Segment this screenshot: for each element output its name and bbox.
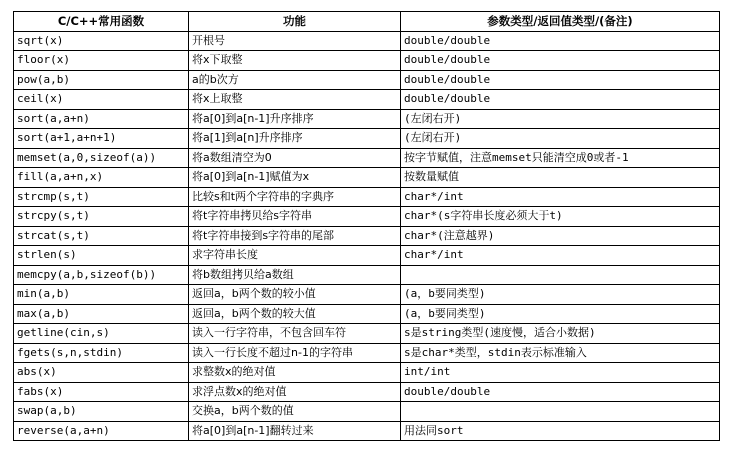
- table-row: [14, 265, 720, 285]
- header-function: C/C++常用函数: [14, 12, 189, 32]
- table-row: [14, 70, 720, 90]
- cell-description: a的b次方: [189, 70, 401, 90]
- table-row: [14, 148, 720, 168]
- cell-function: sort(a,a+n): [14, 109, 189, 129]
- cell-description: 求字符串长度: [189, 246, 401, 266]
- cell-note: [401, 402, 720, 422]
- cell-note: 按字节赋值，注意memset只能清空成0或者-1: [401, 148, 720, 168]
- cell-note: char*(s字符串长度必须大于t): [401, 207, 720, 227]
- cell-description: 将a[1]到a[n]升序排序: [189, 129, 401, 149]
- cell-description: 返回a，b两个数的较小值: [189, 285, 401, 305]
- cell-description: 将t字符串接到s字符串的尾部: [189, 226, 401, 246]
- cell-note: double/double: [401, 70, 720, 90]
- table-row: [14, 285, 720, 305]
- cell-function: fabs(x): [14, 382, 189, 402]
- cell-description: 求浮点数x的绝对值: [189, 382, 401, 402]
- cell-description: 求整数x的绝对值: [189, 363, 401, 383]
- cell-description: 比较s和t两个字符串的字典序: [189, 187, 401, 207]
- cell-function: strlen(s): [14, 246, 189, 266]
- cell-function: sort(a+1,a+n+1): [14, 129, 189, 149]
- table-row: [14, 187, 720, 207]
- cell-description: 开根号: [189, 31, 401, 51]
- cell-description: 将a[0]到a[n-1]赋值为x: [189, 168, 401, 188]
- cell-description: 将b数组拷贝给a数组: [189, 265, 401, 285]
- cell-description: 将a[0]到a[n-1]翻转过来: [189, 421, 401, 441]
- cell-function: pow(a,b): [14, 70, 189, 90]
- table-row: [14, 363, 720, 383]
- cell-note: char*/int: [401, 246, 720, 266]
- cell-note: double/double: [401, 51, 720, 71]
- table-row: [14, 246, 720, 266]
- cell-note: 按数量赋值: [401, 168, 720, 188]
- function-reference-table: [13, 11, 720, 441]
- cell-note: double/double: [401, 382, 720, 402]
- cell-description: 将x上取整: [189, 90, 401, 110]
- table-row: [14, 31, 720, 51]
- cell-function: ceil(x): [14, 90, 189, 110]
- table-row: [14, 51, 720, 71]
- cell-function: swap(a,b): [14, 402, 189, 422]
- cell-function: floor(x): [14, 51, 189, 71]
- cell-note: double/double: [401, 31, 720, 51]
- table-row: [14, 421, 720, 441]
- cell-note: double/double: [401, 90, 720, 110]
- cell-function: max(a,b): [14, 304, 189, 324]
- cell-function: memset(a,0,sizeof(a)): [14, 148, 189, 168]
- cell-note: s是char*类型，stdin表示标准输入: [401, 343, 720, 363]
- table-row: [14, 304, 720, 324]
- table-row: [14, 382, 720, 402]
- cell-description: 读入一行字符串，不包含回车符: [189, 324, 401, 344]
- table-row: [14, 324, 720, 344]
- cell-note: s是string类型(速度慢，适合小数据): [401, 324, 720, 344]
- cell-note: (左闭右开): [401, 129, 720, 149]
- cell-function: fill(a,a+n,x): [14, 168, 189, 188]
- table-row: [14, 129, 720, 149]
- header-description: 功能: [189, 12, 401, 32]
- cell-note: int/int: [401, 363, 720, 383]
- cell-description: 交换a，b两个数的值: [189, 402, 401, 422]
- cell-function: memcpy(a,b,sizeof(b)): [14, 265, 189, 285]
- cell-note: (左闭右开): [401, 109, 720, 129]
- cell-description: 将a数组清空为0: [189, 148, 401, 168]
- function-reference-table-container: [13, 11, 720, 441]
- cell-description: 读入一行长度不超过n-1的字符串: [189, 343, 401, 363]
- cell-function: strcat(s,t): [14, 226, 189, 246]
- cell-function: sqrt(x): [14, 31, 189, 51]
- table-row: [14, 343, 720, 363]
- cell-function: strcpy(s,t): [14, 207, 189, 227]
- table-row: [14, 90, 720, 110]
- cell-function: getline(cin,s): [14, 324, 189, 344]
- table-header-row: [14, 12, 720, 32]
- header-notes: 参数类型/返回值类型/(备注): [401, 12, 720, 32]
- cell-note: (a，b要同类型): [401, 304, 720, 324]
- cell-function: fgets(s,n,stdin): [14, 343, 189, 363]
- cell-function: min(a,b): [14, 285, 189, 305]
- cell-note: 用法同sort: [401, 421, 720, 441]
- cell-description: 将x下取整: [189, 51, 401, 71]
- cell-note: char*/int: [401, 187, 720, 207]
- table-row: [14, 207, 720, 227]
- cell-function: abs(x): [14, 363, 189, 383]
- cell-note: (a，b要同类型): [401, 285, 720, 305]
- cell-note: char*(注意越界): [401, 226, 720, 246]
- cell-function: strcmp(s,t): [14, 187, 189, 207]
- table-row: [14, 226, 720, 246]
- cell-description: 将a[0]到a[n-1]升序排序: [189, 109, 401, 129]
- cell-note: [401, 265, 720, 285]
- cell-function: reverse(a,a+n): [14, 421, 189, 441]
- cell-description: 返回a，b两个数的较大值: [189, 304, 401, 324]
- table-row: [14, 168, 720, 188]
- table-row: [14, 109, 720, 129]
- table-row: [14, 402, 720, 422]
- cell-description: 将t字符串拷贝给s字符串: [189, 207, 401, 227]
